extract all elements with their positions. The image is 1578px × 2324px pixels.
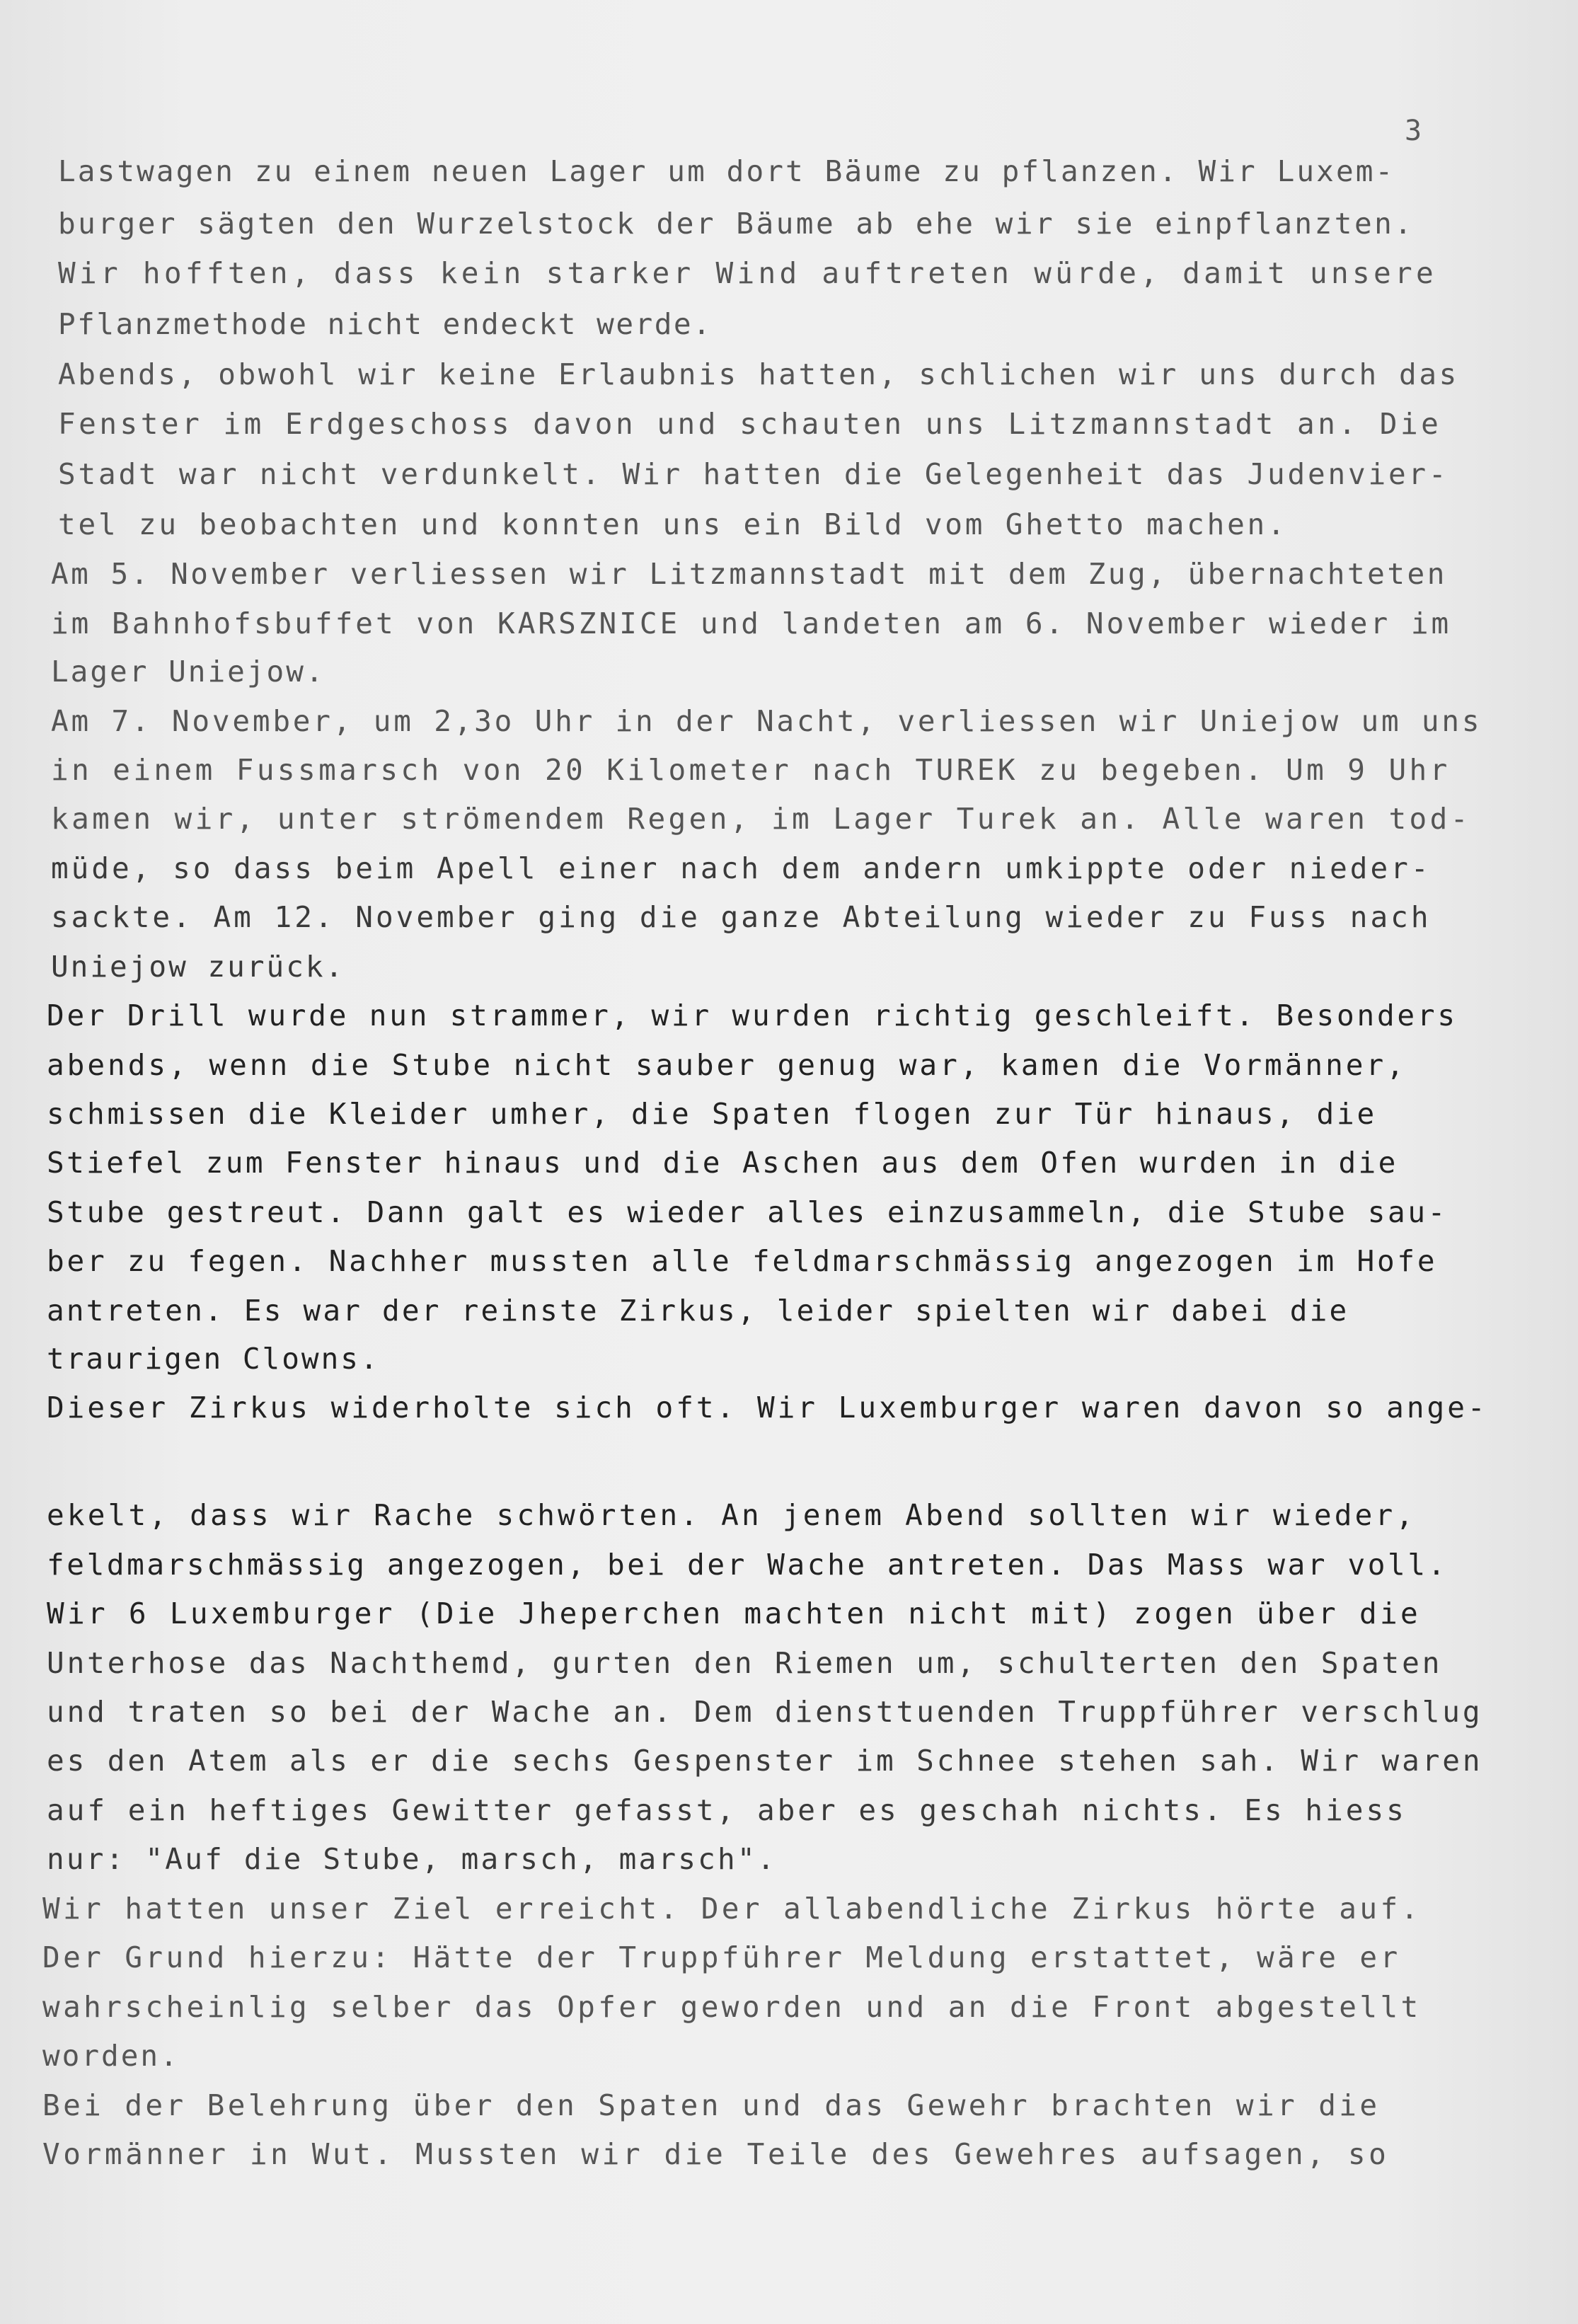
text-line: sackte. Am 12. November ging die ganze Abteilung wieder zu Fuss nach [51,900,1432,934]
text-line: Lager Uniejow. [51,655,326,689]
text-line: Pflanzmethode nicht endeckt werde. [58,307,713,341]
text-line: Am 5. November verliessen wir Litzmannstadt mit dem Zug, übernachteten [51,557,1447,591]
text-line: Dieser Zirkus widerholte sich oft. Wir Luxemburger waren davon so ange- [47,1391,1488,1425]
text-line: Stube gestreut. Dann galt es wieder alles einzusammeln, die Stube sau- [47,1195,1448,1229]
text-line: kamen wir, unter strömendem Regen, im Lager Turek an. Alle waren tod- [51,802,1471,836]
text-line: Lastwagen zu einem neuen Lager um dort Bäume zu pflanzen. Wir Luxem- [58,154,1395,188]
text-line: Bei der Belehrung über den Spaten und das Gewehr brachten wir die [42,2088,1381,2122]
text-line: Vormänner in Wut. Mussten wir die Teile des Gewehres aufsagen, so [42,2137,1390,2171]
text-line: Wir 6 Luxemburger (Die Jheperchen machten nicht mit) zogen über die [47,1597,1421,1630]
text-line: feldmarschmässig angezogen, bei der Wache antreten. Das Mass war voll. [47,1548,1448,1582]
text-line: Wir hatten unser Ziel erreicht. Der allabendliche Zirkus hörte auf. [42,1892,1422,1926]
text-line: ber zu fegen. Nachher mussten alle feldmarschmässig angezogen im Hofe [47,1244,1438,1278]
text-line: Abends, obwohl wir keine Erlaubnis hatten, schlichen wir uns durch das [58,357,1459,391]
text-line: antreten. Es war der reinste Zirkus, leider spielten wir dabei die [47,1294,1349,1328]
text-line: Fenster im Erdgeschoss davon und schauten uns Litzmannstadt an. Die [58,407,1442,441]
text-line: auf ein heftiges Gewitter gefasst, aber es geschah nichts. Es hiess [47,1793,1407,1827]
text-line: müde, so dass beim Apell einer nach dem andern umkippte oder nieder- [51,851,1432,885]
text-line: Am 7. November, um 2,3o Uhr in der Nacht, verliessen wir Uniejow um uns [51,704,1482,738]
text-line: es den Atem als er die sechs Gespenster im Schnee stehen sah. Wir waren [47,1744,1483,1778]
text-line: schmissen die Kleider umher, die Spaten flogen zur Tür hinaus, die [47,1097,1377,1131]
text-line: tel zu beobachten und konnten uns ein Bild vom Ghetto machen. [58,507,1288,541]
text-line: Unterhose das Nachthemd, gurten den Riemen um, schulterten den Spaten [47,1646,1443,1680]
text-line: in einem Fussmarsch von 20 Kilometer nach TUREK zu begeben. Um 9 Uhr [51,753,1451,787]
text-line: Stadt war nicht verdunkelt. Wir hatten die Gelegenheit das Judenvier- [58,457,1449,491]
text-line: und traten so bei der Wache an. Dem diensttuenden Truppführer verschlug [47,1695,1483,1729]
text-line: Der Grund hierzu: Hätte der Truppführer Meldung erstattet, wäre er [42,1940,1401,1974]
text-line: worden. [42,2039,180,2073]
text-line: Uniejow zurück. [51,950,345,984]
text-line: im Bahnhofsbuffet von KARSZNICE und landeten am 6. November wieder im [51,606,1452,640]
text-line: burger sägten den Wurzelstock der Bäume ab ehe wir sie einpflanzten. [58,207,1415,241]
text-line: Der Drill wurde nun strammer, wir wurden richtig geschleift. Besonders [47,999,1458,1032]
text-line: nur: "Auf die Stube, marsch, marsch". [47,1842,777,1876]
text-line: Wir hofften, dass kein starker Wind auftreten würde, damit unsere [58,256,1437,290]
text-line: Stiefel zum Fenster hinaus und die Aschen aus dem Ofen wurden in die [47,1146,1398,1180]
text-line: traurigen Clowns. [47,1342,380,1376]
text-line: ekelt, dass wir Rache schwörten. An jenem Abend sollten wir wieder, [47,1498,1417,1532]
text-line: abends, wenn die Stube nicht sauber genug war, kamen die Vormänner, [47,1048,1407,1082]
text-line: wahrscheinlig selber das Opfer geworden und an die Front abgestellt [42,1990,1422,2024]
page-number: 3 [1405,115,1422,147]
